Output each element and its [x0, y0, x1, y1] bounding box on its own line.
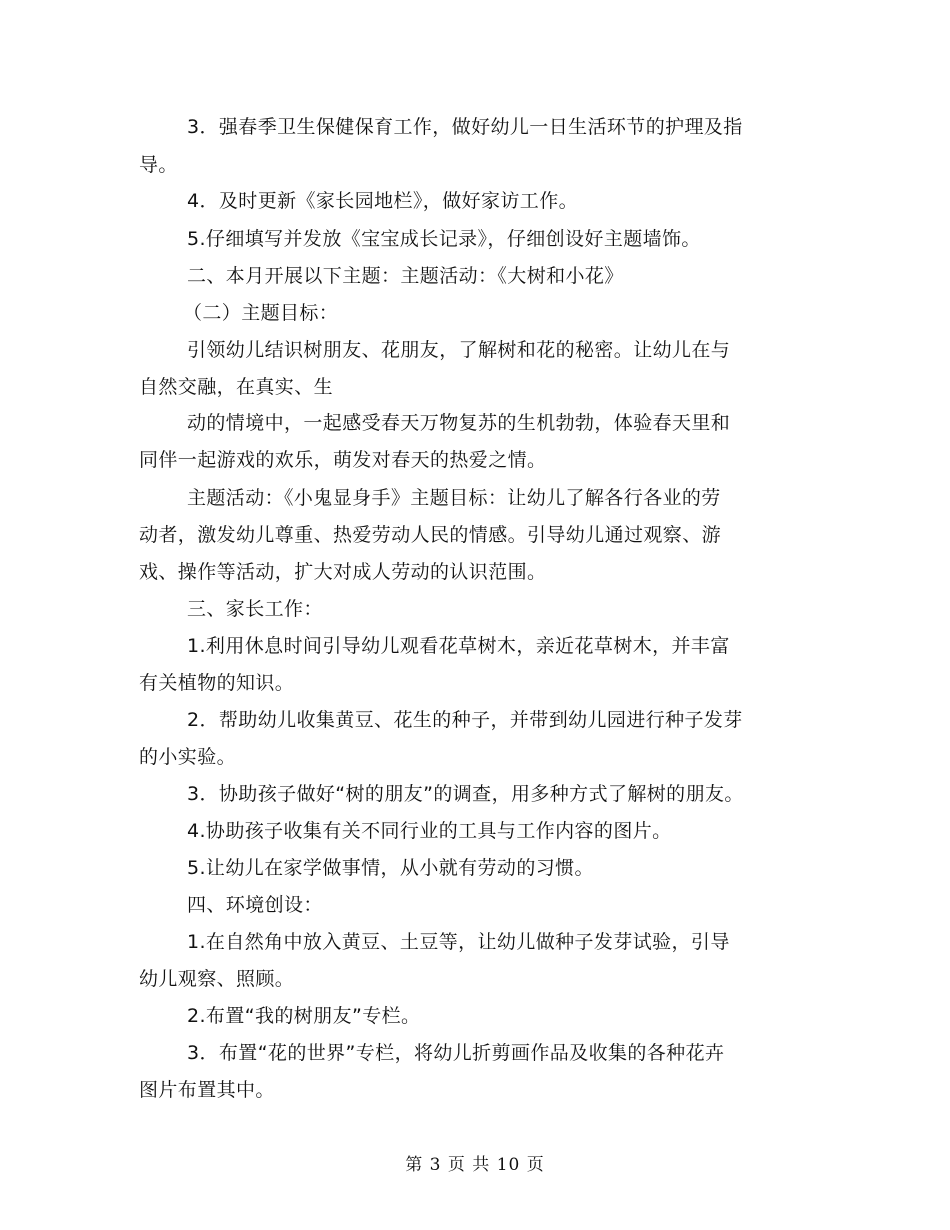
text-line: 5.让幼儿在家学做事情，从小就有劳动的习惯。 [187, 857, 594, 879]
text-line: 自然交融，在真实、生 [139, 376, 334, 398]
text-line: 3．布置“花的世界”专栏，将幼儿折剪画作品及收集的各种花卉 [187, 1042, 725, 1064]
text-line: 动的情境中，一起感受春天万物复苏的生机勃勃，体验春天里和 [187, 412, 731, 434]
text-line: 5.仔细填写并发放《宝宝成长记录》，仔细创设好主题墙饰。 [187, 228, 701, 250]
text-line: 4．及时更新《家长园地栏》，做好家访工作。 [187, 190, 578, 212]
text-line: 同伴一起游戏的欢乐，萌发对春天的热爱之情。 [139, 449, 547, 471]
text-line: 2．帮助幼儿收集黄豆、花生的种子，并带到幼儿园进行种子发芽 [187, 709, 743, 731]
text-line: 导。 [139, 154, 178, 176]
text-line: 引领幼儿结识树朋友、花朋友，了解树和花的秘密。让幼儿在与 [187, 339, 731, 361]
text-line: 主题活动：《小鬼显身手》主题目标：让幼儿了解各行各业的劳 [187, 487, 721, 509]
page-number-footer: 第 3 页 共 10 页 [405, 1155, 545, 1175]
text-line: 图片布置其中。 [139, 1079, 275, 1101]
text-line: 动者，激发幼儿尊重、热爱劳动人民的情感。引导幼儿通过观察、游 [139, 524, 722, 546]
text-line: 3．协助孩子做好“树的朋友”的调查，用多种方式了解树的朋友。 [187, 783, 744, 805]
text-line: 的小实验。 [139, 746, 237, 768]
text-line: 2.布置“我的树朋友”专栏。 [187, 1005, 421, 1027]
text-line: 有关植物的知识。 [139, 672, 295, 694]
text-line: 1.利用休息时间引导幼儿观看花草树木，亲近花草树木，并丰富 [187, 635, 730, 657]
text-line: 幼儿观察、照顾。 [139, 968, 295, 990]
section-heading: 四、环境创设： [187, 894, 323, 916]
text-line: 3．强春季卫生保健保育工作，做好幼儿一日生活环节的护理及指 [187, 116, 743, 138]
sub-heading: （二）主题目标： [183, 302, 339, 324]
text-line: 4.协助孩子收集有关不同行业的工具与工作内容的图片。 [187, 820, 672, 842]
section-heading: 二、本月开展以下主题：主题活动：《大树和小花》 [187, 265, 624, 287]
text-line: 戏、操作等活动，扩大对成人劳动的认识范围。 [139, 561, 547, 583]
text-line: 1.在自然角中放入黄豆、土豆等，让幼儿做种子发芽试验，引导 [187, 931, 730, 953]
section-heading: 三、家长工作： [187, 598, 323, 620]
